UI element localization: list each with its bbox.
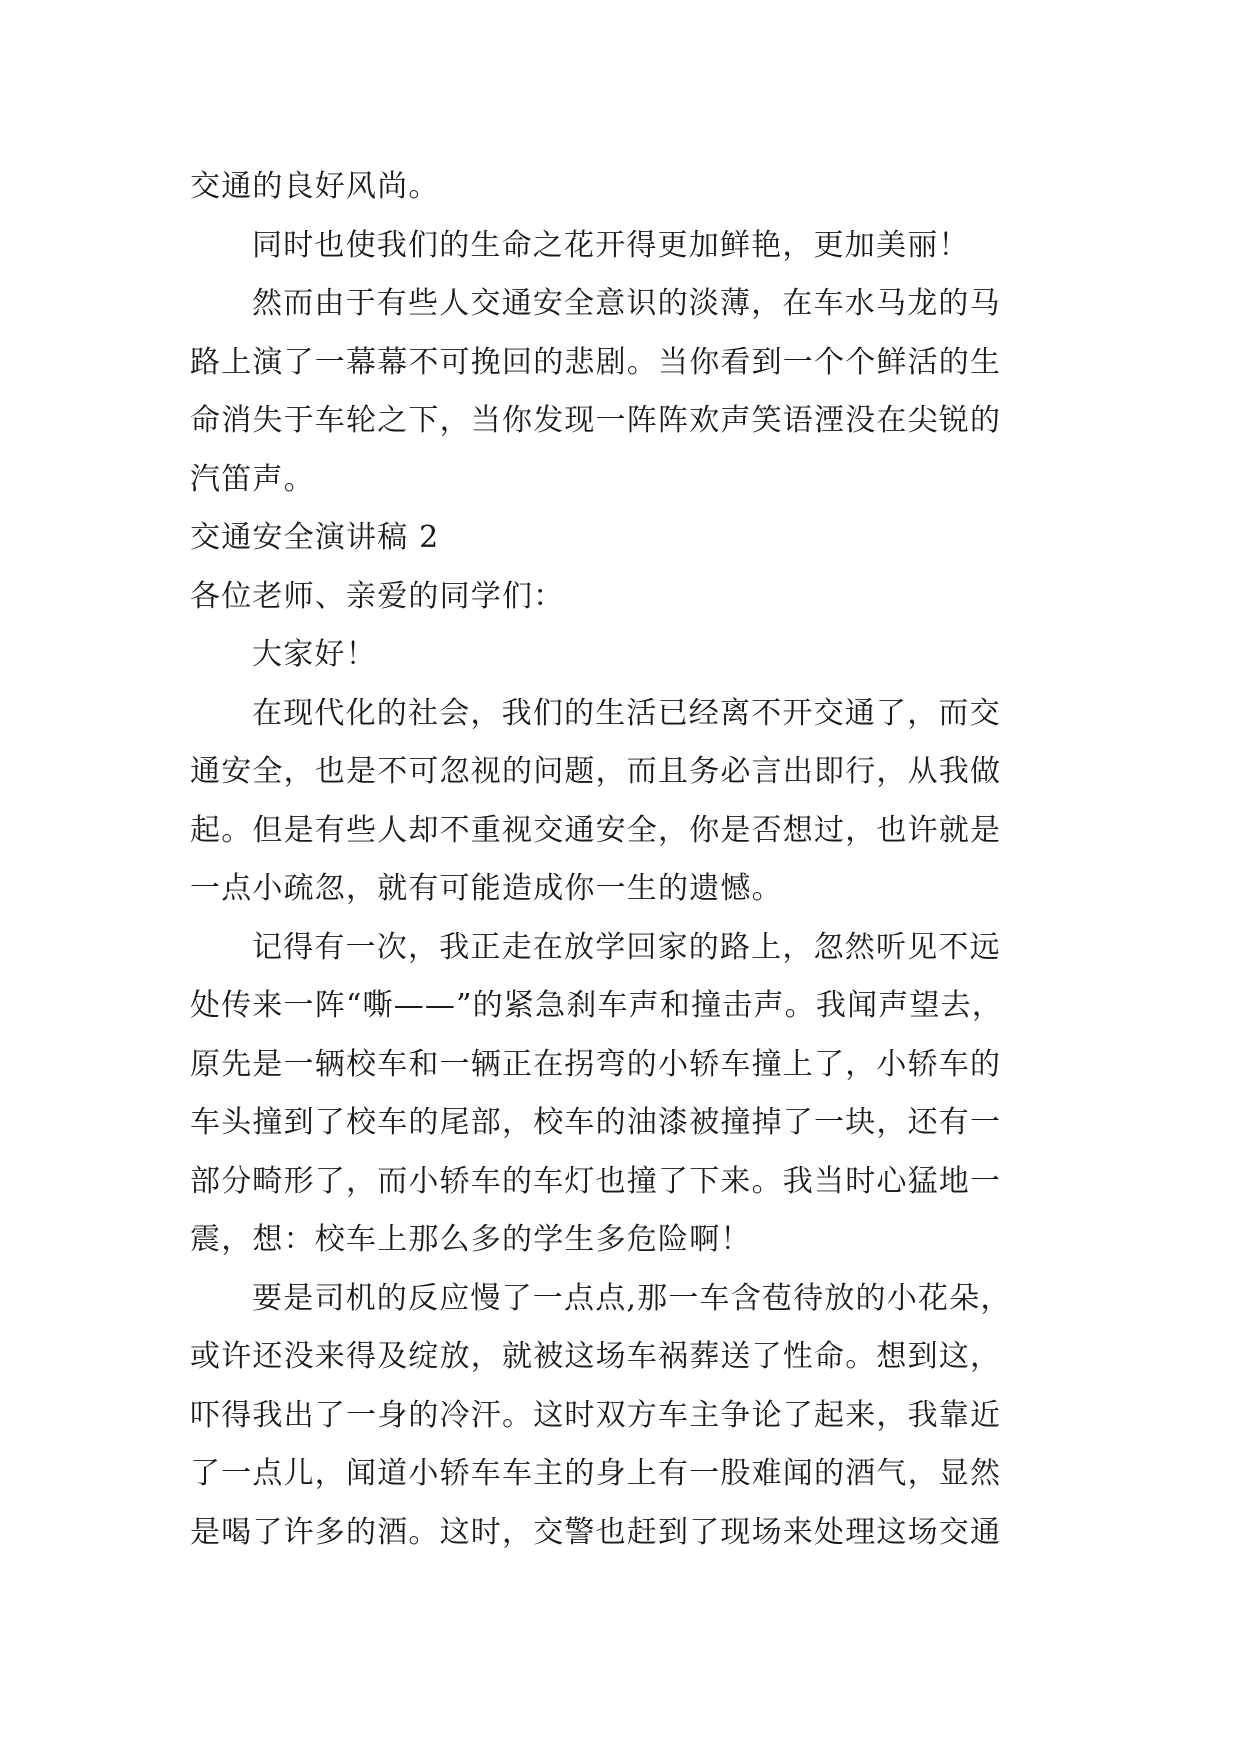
text-line: 交通的良好风尚。	[190, 169, 440, 204]
text-line: 一点小疏忽，就有可能造成你一生的遗憾。	[190, 871, 783, 906]
text-line: 通安全，也是不可忽视的问题，而且务必言出即行，从我做	[190, 754, 1002, 789]
text-line: 交通安全演讲稿 2	[190, 520, 440, 555]
text-line: 记得有一次，我正走在放学回家的路上，忽然听见不远	[252, 929, 1001, 965]
text-line: 汽笛声。	[190, 461, 315, 497]
text-line: 是喝了许多的酒。这时，交警也赶到了现场来处理这场交通	[190, 1514, 1002, 1550]
text-line: 处传来一阵“嘶——”的紧急刹车声和撞击声。我闻声望去，	[190, 988, 1004, 1023]
text-line: 要是司机的反应慢了一点点,那一车含苞待放的小花朵，	[252, 1280, 1012, 1316]
text-line: 吓得我出了一身的冷汗。这时双方车主争论了起来，我靠近	[190, 1397, 1002, 1433]
text-line: 路上演了一幕幕不可挽回的悲剧。当你看到一个个鲜活的生	[190, 344, 1002, 380]
document-body	[190, 158, 1060, 1562]
text-line: 大家好！	[252, 637, 377, 672]
text-line: 震，想：校车上那么多的学生多危险啊！	[190, 1222, 752, 1257]
text-line: 车头撞到了校车的尾部，校车的油漆被撞掉了一块，还有一	[190, 1105, 1002, 1140]
text-line: 同时也使我们的生命之花开得更加鲜艳，更加美丽！	[252, 227, 970, 263]
text-line: 原先是一辆校车和一辆正在拐弯的小轿车撞上了，小轿车的	[190, 1046, 1002, 1082]
text-line: 然而由于有些人交通安全意识的淡薄，在车水马龙的马	[252, 286, 1001, 321]
text-line: 各位老师、亲爱的同学们：	[190, 578, 565, 614]
text-line: 部分畸形了，而小轿车的车灯也撞了下来。我当时心猛地一	[190, 1163, 1002, 1199]
text-line: 命消失于车轮之下，当你发现一阵阵欢声笑语湮没在尖锐的	[190, 403, 1002, 438]
text-line: 了一点儿，闻道小轿车车主的身上有一股难闻的酒气，显然	[190, 1456, 1002, 1491]
text-line: 在现代化的社会，我们的生活已经离不开交通了，而交	[252, 695, 1001, 731]
text-line: 起。但是有些人却不重视交通安全，你是否想过，也许就是	[190, 812, 1002, 848]
text-line: 或许还没来得及绽放，就被这场车祸葬送了性命。想到这，	[190, 1339, 1002, 1374]
